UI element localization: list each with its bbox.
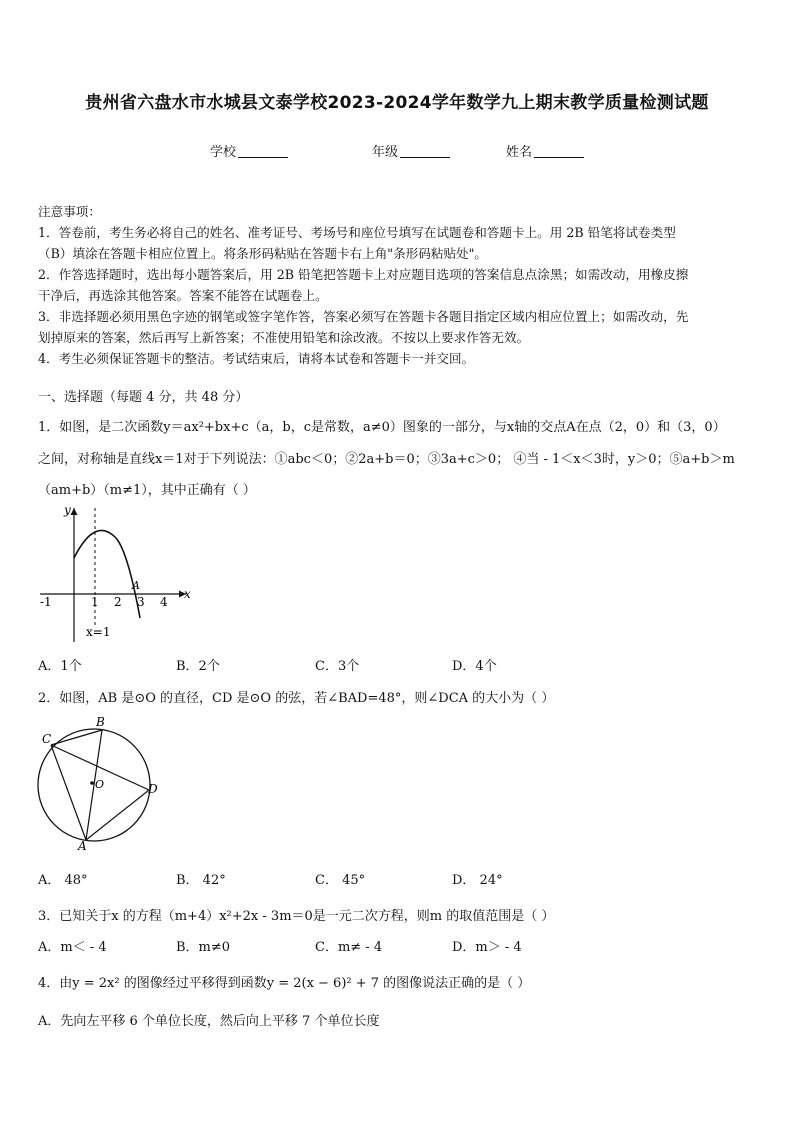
name-blank[interactable] [534,145,584,158]
parabola-graph [34,500,204,648]
school-blank[interactable] [238,145,288,158]
symmetry-label: x=1 [86,625,111,639]
q1-stem-line-2: 之间，对称轴是直线x＝1对于下列说法：①abc＜0；②2a+b＝0；③3a+c＞0； ④当 - 1＜x＜3时，y＞0；⑤a+b＞m [38,452,735,467]
circle-figure [34,712,164,852]
y-axis-label: y [64,503,71,517]
x-axis-label: x [184,587,191,601]
q2-stem: 2．如图，AB 是⊙O 的直径，CD 是⊙O 的弦，若∠BAD=48°，则∠DCA 的大小为（ ） [38,691,555,706]
school-label: 学校 [210,145,237,160]
tick-label: 3 [137,595,145,609]
q2-option-d[interactable]: D． 24° [452,873,503,888]
notes-line: 划掉原来的答案，然后再写上新答案；不准使用铅笔和涂改液。不按以上要求作答无效。 [38,330,530,345]
grade-blank[interactable] [400,145,450,158]
grade-label: 年级 [372,145,399,160]
q1-option-b[interactable]: B．2个 [176,659,220,674]
point-a-label: A [132,579,140,592]
notes-line: 4．考生必须保证答题卡的整洁。考试结束后，请将本试卷和答题卡一并交回。 [38,351,475,366]
page-title: 贵州省六盘水市水城县文泰学校2023-2024学年数学九上期末教学质量检测试题 [85,93,709,113]
q1-stem-line-1: 1．如图，是二次函数y＝ax²+bx+c（a，b，c是常数，a≠0）图象的一部分，与x轴的交点A在点（2，0）和（3，0） [38,420,726,435]
notes-heading: 注意事项： [38,204,101,219]
q1-stem-line-3: （am+b）（m≠1），其中正确有（ ） [38,483,256,498]
grade-field[interactable] [372,141,450,160]
q3-option-c[interactable]: C．m≠ - 4 [315,940,383,955]
point-a-label: A [78,839,87,852]
q3-option-b[interactable]: B．m≠0 [176,940,231,955]
q1-option-d[interactable]: D．4个 [452,659,497,674]
name-field[interactable] [506,141,584,160]
tick-label: 1 [91,595,99,609]
q3-option-d[interactable]: D．m＞ - 4 [452,940,522,955]
point-b-label: B [96,715,105,729]
q2-option-a[interactable]: A． 48° [38,873,88,888]
notes-line: 2．作答选择题时，选出每小题答案后，用 2B 铅笔把答题卡上对应题目选项的答案信息点涂黑；如需改动，用橡皮擦 [38,267,689,282]
name-label: 姓名 [506,145,533,160]
tick-label: 2 [114,595,122,609]
q2-option-c[interactable]: C． 45° [315,873,366,888]
q1-option-a[interactable]: A．1个 [38,659,82,674]
segment-ad [86,790,149,840]
notes-line: 干净后，再选涂其他答案。答案不能答在试题卷上。 [38,288,328,303]
point-c-label: C [42,732,52,746]
q1-option-c[interactable]: C．3个 [315,659,360,674]
q4-stem: 4．由y = 2x² 的图像经过平移得到函数y = 2(x − 6)² + 7 的图像说法正确的是（ ） [38,976,531,991]
tick-label: 4 [160,595,168,609]
school-field[interactable] [210,141,288,160]
section-heading: 一、选择题（每题 4 分，共 48 分） [38,390,249,405]
point-d-label: D [148,782,158,796]
notes-block [38,201,760,371]
tick-label: -1 [40,595,52,609]
notes-line: 1．答卷前，考生务必将自己的姓名、准考证号、考场号和座位号填写在试题卷和答题卡上。用 2B 铅笔将试卷类型 [38,225,676,240]
center-point [90,781,94,785]
parabola-curve [74,530,140,618]
q4-option-a[interactable]: A．先向左平移 6 个单位长度，然后向上平移 7 个单位长度 [38,1014,380,1029]
notes-line: （B）填涂在答题卡相应位置上。将条形码粘贴在答题卡右上角"条形码粘贴处"。 [38,246,488,261]
notes-line: 3．非选择题必须用黑色字迹的钢笔或签字笔作答，答案必须写在答题卡各题目指定区域内相应位置上；如需改动，先 [38,309,689,324]
point-o-label: O [95,778,105,791]
q3-option-a[interactable]: A．m＜ - 4 [38,940,107,955]
q3-stem: 3．已知关于x 的方程（m+4）x²+2x - 3m＝0是一元二次方程，则m 的取值范围是（ ） [38,909,555,924]
q2-option-b[interactable]: B． 42° [176,873,226,888]
